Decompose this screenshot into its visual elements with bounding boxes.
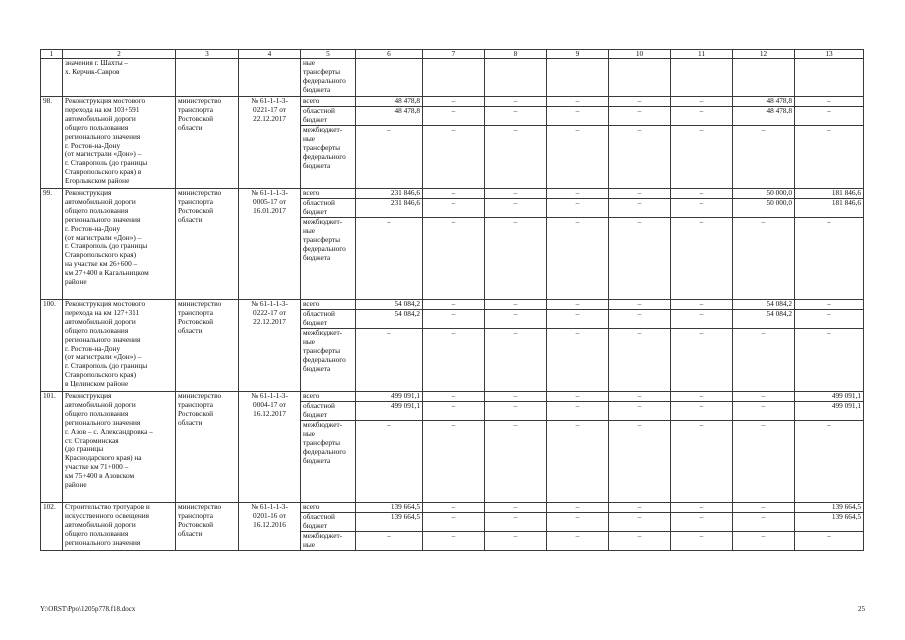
- amount-cell: –: [609, 329, 671, 392]
- header-row: [41, 50, 864, 59]
- amount-total: 231 846,6: [356, 199, 423, 218]
- amount-cell: –: [671, 107, 733, 126]
- column-number-5: 5: [301, 50, 356, 59]
- amount-cell: –: [547, 421, 609, 503]
- funding-source: областной бюджет: [301, 199, 356, 218]
- funding-source: всего: [301, 97, 356, 107]
- amount-cell: –: [609, 199, 671, 218]
- amount-total: –: [356, 218, 423, 300]
- object-name: значения г. Шахты – х. Керчик-Савров: [63, 59, 176, 97]
- amount-total: –: [356, 126, 423, 189]
- funding-source: межбюджет- ные трансферты федерального бюджета: [301, 421, 356, 503]
- continuation-row: [41, 59, 864, 97]
- amount-cell: –: [547, 513, 609, 532]
- amount-cell: 50 000,0: [733, 189, 795, 199]
- amount-cell: –: [547, 97, 609, 107]
- ministry: министерство транспорта Ростовской области: [176, 300, 239, 392]
- amount-cell: –: [795, 329, 864, 392]
- amount-cell: –: [547, 300, 609, 310]
- amount-cell: –: [485, 329, 547, 392]
- amount-cell: –: [485, 107, 547, 126]
- amount-cell: –: [485, 392, 547, 402]
- document-ref: № 61-1-1-3- 0005-17 от 16.01.2017: [239, 189, 301, 300]
- column-number-7: 7: [423, 50, 485, 59]
- funding-source: всего: [301, 503, 356, 513]
- amount-cell: –: [423, 532, 485, 551]
- column-number-4: 4: [239, 50, 301, 59]
- amount-cell: –: [423, 189, 485, 199]
- amount-cell: –: [485, 199, 547, 218]
- amount-cell: –: [423, 300, 485, 310]
- amount-cell: –: [609, 310, 671, 329]
- amount-cell: –: [485, 300, 547, 310]
- amount-total: 499 091,1: [356, 402, 423, 421]
- amount-cell: –: [547, 218, 609, 300]
- amount-cell: 54 084,2: [733, 310, 795, 329]
- row-number: 102.: [41, 503, 63, 551]
- column-number-12: 12: [733, 50, 795, 59]
- funding-source: всего: [301, 189, 356, 199]
- column-number-2: 2: [63, 50, 176, 59]
- funding-source: ные трансферты федерального бюджета: [301, 59, 356, 97]
- amount-cell: –: [671, 189, 733, 199]
- document-ref: № 61-1-1-3- 0201-16 от 16.12.2016: [239, 503, 301, 551]
- amount-total: 54 084,2: [356, 300, 423, 310]
- amount-cell: –: [547, 107, 609, 126]
- table-row: [41, 189, 864, 199]
- row-number: 101.: [41, 392, 63, 503]
- amount-cell: –: [671, 503, 733, 513]
- funding-source: областной бюджет: [301, 513, 356, 532]
- document-ref: № 61-1-1-3- 0004-17 от 16.12.2017: [239, 392, 301, 503]
- amount-total: –: [356, 421, 423, 503]
- funding-source: всего: [301, 392, 356, 402]
- amount-total: 499 091,1: [356, 392, 423, 402]
- amount-cell: –: [671, 199, 733, 218]
- amount-cell: –: [733, 218, 795, 300]
- amount-cell: –: [485, 513, 547, 532]
- amount-cell: –: [423, 392, 485, 402]
- ministry: министерство транспорта Ростовской области: [176, 392, 239, 503]
- amount-cell: [423, 59, 485, 97]
- amount-cell: –: [795, 126, 864, 189]
- amount-cell: 181 846,6: [795, 189, 864, 199]
- amount-cell: [609, 59, 671, 97]
- ministry: министерство транспорта Ростовской области: [176, 189, 239, 300]
- column-number-6: 6: [356, 50, 423, 59]
- amount-cell: –: [671, 513, 733, 532]
- amount-cell: –: [547, 503, 609, 513]
- amount-cell: –: [733, 392, 795, 402]
- document-ref: № 61-1-1-3- 0222-17 от 22.12.2017: [239, 300, 301, 392]
- column-number-11: 11: [671, 50, 733, 59]
- amount-cell: 499 091,1: [795, 392, 864, 402]
- amount-cell: –: [733, 402, 795, 421]
- amount-cell: 54 084,2: [733, 300, 795, 310]
- ministry: [176, 59, 239, 97]
- amount-cell: –: [609, 392, 671, 402]
- amount-cell: –: [609, 402, 671, 421]
- amount-cell: –: [423, 513, 485, 532]
- amount-cell: –: [733, 421, 795, 503]
- amount-cell: –: [671, 532, 733, 551]
- amount-cell: –: [485, 310, 547, 329]
- ministry: министерство транспорта Ростовской области: [176, 503, 239, 551]
- amount-cell: –: [547, 126, 609, 189]
- amount-total: –: [356, 329, 423, 392]
- amount-total: 48 478,8: [356, 107, 423, 126]
- amount-cell: 48 478,8: [733, 107, 795, 126]
- amount-cell: –: [485, 218, 547, 300]
- amount-cell: –: [609, 189, 671, 199]
- amount-total: –: [356, 532, 423, 551]
- amount-cell: –: [547, 189, 609, 199]
- amount-cell: –: [671, 310, 733, 329]
- ministry: министерство транспорта Ростовской области: [176, 97, 239, 189]
- amount-cell: –: [547, 199, 609, 218]
- amount-cell: –: [485, 503, 547, 513]
- amount-cell: –: [423, 402, 485, 421]
- amount-cell: –: [733, 513, 795, 532]
- funding-source: областной бюджет: [301, 107, 356, 126]
- amount-cell: [547, 59, 609, 97]
- funding-source: межбюджет- ные: [301, 532, 356, 551]
- amount-cell: –: [423, 199, 485, 218]
- amount-total: 48 478,8: [356, 97, 423, 107]
- amount-cell: –: [423, 310, 485, 329]
- table-row: [41, 300, 864, 310]
- amount-cell: –: [609, 300, 671, 310]
- investment-table: [40, 49, 864, 551]
- amount-cell: –: [733, 126, 795, 189]
- amount-cell: –: [795, 310, 864, 329]
- amount-cell: –: [609, 532, 671, 551]
- amount-cell: –: [423, 503, 485, 513]
- amount-cell: –: [547, 329, 609, 392]
- amount-cell: –: [733, 503, 795, 513]
- amount-cell: –: [671, 329, 733, 392]
- amount-cell: –: [733, 329, 795, 392]
- amount-cell: –: [795, 300, 864, 310]
- column-number-9: 9: [547, 50, 609, 59]
- funding-source: всего: [301, 300, 356, 310]
- amount-cell: –: [485, 97, 547, 107]
- amount-cell: –: [609, 503, 671, 513]
- amount-cell: –: [423, 329, 485, 392]
- amount-cell: –: [795, 97, 864, 107]
- amount-cell: [356, 59, 423, 97]
- amount-cell: –: [671, 402, 733, 421]
- object-name: Реконструкция автомобильной дороги общего пользования регионального значения г. Ростов-на-Дону (от магистрали «Дон») – г. Ставрополь (до границы Ставропольского края) на участке км 26+600 – км 27+400 в Кагальницком районе: [63, 189, 176, 300]
- object-name: Реконструкция автомобильной дороги общего пользования регионального значения г. Азов – с. Александровка – ст. Староминская (до границы Краснодарского края) на участке км 71+000 – км 75+400 в Азовском районе: [63, 392, 176, 503]
- object-name: Реконструкция мостового перехода на км 127+311 автомобильной дороги общего пользования регионального значения г. Ростов-на-Дону (от магистрали «Дон») – г. Ставрополь (до границы Ставропольского края) в Целинском районе: [63, 300, 176, 392]
- row-number: 99.: [41, 189, 63, 300]
- amount-cell: –: [671, 392, 733, 402]
- document-ref: № 61-1-1-3- 0221-17 от 22.12.2017: [239, 97, 301, 189]
- amount-cell: –: [485, 421, 547, 503]
- amount-cell: –: [423, 218, 485, 300]
- funding-source: межбюджет- ные трансферты федерального бюджета: [301, 218, 356, 300]
- amount-cell: –: [671, 126, 733, 189]
- amount-cell: –: [733, 532, 795, 551]
- page-number: 25: [858, 605, 865, 613]
- funding-source: областной бюджет: [301, 310, 356, 329]
- amount-cell: –: [609, 126, 671, 189]
- column-number-13: 13: [795, 50, 864, 59]
- amount-cell: 499 091,1: [795, 402, 864, 421]
- amount-cell: –: [609, 513, 671, 532]
- column-number-1: 1: [41, 50, 63, 59]
- amount-cell: –: [795, 218, 864, 300]
- amount-cell: –: [671, 218, 733, 300]
- amount-cell: –: [609, 107, 671, 126]
- amount-total: 139 664,5: [356, 513, 423, 532]
- object-name: Реконструкция мостового перехода на км 103+591 автомобильной дороги общего пользования регионального значения г. Ростов-на-Дону (от магистрали «Дон») – г. Ставрополь (до границы Ставропольского края) в Егорлыкском районе: [63, 97, 176, 189]
- funding-source: межбюджет- ные трансферты федерального бюджета: [301, 329, 356, 392]
- amount-cell: –: [795, 532, 864, 551]
- amount-cell: –: [485, 126, 547, 189]
- column-number-10: 10: [609, 50, 671, 59]
- amount-cell: –: [485, 532, 547, 551]
- amount-cell: –: [485, 189, 547, 199]
- amount-cell: [671, 59, 733, 97]
- amount-cell: [733, 59, 795, 97]
- column-number-8: 8: [485, 50, 547, 59]
- amount-cell: –: [671, 97, 733, 107]
- amount-cell: –: [423, 126, 485, 189]
- amount-cell: –: [671, 421, 733, 503]
- row-number: 98.: [41, 97, 63, 189]
- row-number: 100.: [41, 300, 63, 392]
- document-ref: [239, 59, 301, 97]
- amount-cell: –: [671, 300, 733, 310]
- amount-cell: –: [609, 218, 671, 300]
- amount-cell: 50 000,0: [733, 199, 795, 218]
- amount-cell: –: [547, 310, 609, 329]
- amount-cell: –: [547, 532, 609, 551]
- amount-cell: –: [485, 402, 547, 421]
- amount-cell: –: [547, 392, 609, 402]
- amount-cell: –: [547, 402, 609, 421]
- column-number-3: 3: [176, 50, 239, 59]
- amount-total: 139 664,5: [356, 503, 423, 513]
- amount-cell: 139 664,5: [795, 503, 864, 513]
- amount-total: 231 846,6: [356, 189, 423, 199]
- amount-cell: 48 478,8: [733, 97, 795, 107]
- object-name: Строительство тротуаров и искусственного освещения автомобильной дороги общего пользования регионального значения: [63, 503, 176, 551]
- table-row: [41, 503, 864, 513]
- amount-cell: –: [795, 107, 864, 126]
- amount-cell: [485, 59, 547, 97]
- amount-cell: –: [423, 97, 485, 107]
- amount-cell: 181 846,6: [795, 199, 864, 218]
- amount-cell: –: [609, 421, 671, 503]
- table-row: [41, 392, 864, 402]
- table-row: [41, 97, 864, 107]
- amount-total: 54 084,2: [356, 310, 423, 329]
- amount-cell: 139 664,5: [795, 513, 864, 532]
- amount-cell: –: [609, 97, 671, 107]
- amount-cell: [795, 59, 864, 97]
- amount-cell: –: [795, 421, 864, 503]
- file-path: Y:\ORST\Ppo\1205p778.f18.docx: [40, 605, 136, 613]
- funding-source: межбюджет- ные трансферты федерального бюджета: [301, 126, 356, 189]
- amount-cell: –: [423, 107, 485, 126]
- row-number: [41, 59, 63, 97]
- amount-cell: –: [423, 421, 485, 503]
- funding-source: областной бюджет: [301, 402, 356, 421]
